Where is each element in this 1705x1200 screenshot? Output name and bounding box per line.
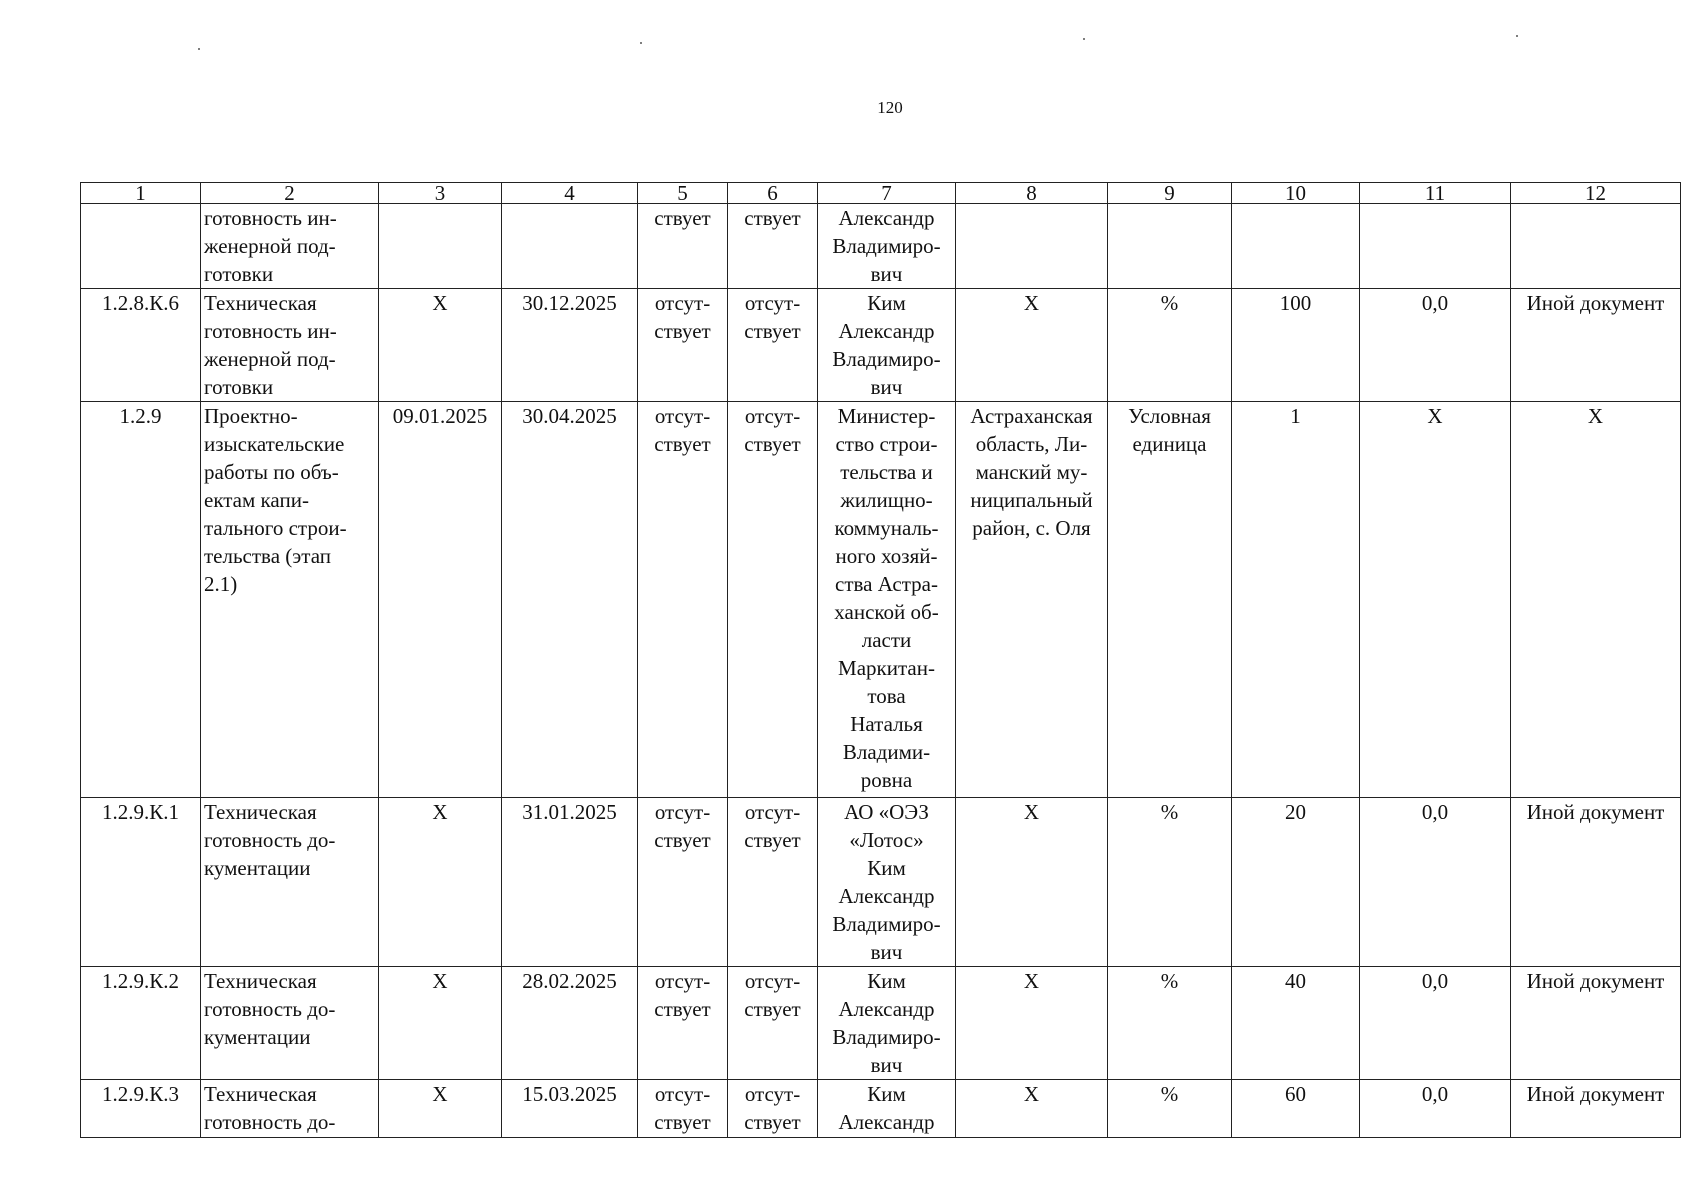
start-date-cell: 09.01.2025 (379, 402, 502, 798)
table-row (81, 402, 1681, 798)
header-cell: 5 (638, 183, 728, 204)
row-number-cell: 1.2.9.К.2 (81, 967, 201, 1080)
name-cell: Техническая готовность до- кументации (201, 967, 379, 1080)
start-date-cell: X (379, 798, 502, 967)
name-cell: Техническая готовность ин- женерной под- готовки (201, 289, 379, 402)
name-cell: Техническая готовность до- кументации (201, 798, 379, 967)
header-cell: 1 (81, 183, 201, 204)
location-cell: X (956, 798, 1108, 967)
col11-cell: X (1360, 402, 1511, 798)
location-cell: X (956, 967, 1108, 1080)
location-cell: Астраханская область, Ли- манский му- ниципальный район, с. Оля (956, 402, 1108, 798)
header-cell: 12 (1511, 183, 1681, 204)
document-cell (1511, 204, 1681, 289)
header-cell: 3 (379, 183, 502, 204)
col11-cell: 0,0 (1360, 289, 1511, 402)
col11-cell: 0,0 (1360, 1080, 1511, 1138)
col6-cell: отсут- ствует (728, 289, 818, 402)
responsible-cell: Александр Владимиро- вич (818, 204, 956, 289)
col11-cell: 0,0 (1360, 967, 1511, 1080)
value-cell: 100 (1232, 289, 1360, 402)
header-cell: 4 (502, 183, 638, 204)
document-cell: Иной документ (1511, 967, 1681, 1080)
col6-cell: ствует (728, 204, 818, 289)
table-row (81, 289, 1681, 402)
col6-cell: отсут- ствует (728, 967, 818, 1080)
col5-cell: отсут- ствует (638, 289, 728, 402)
row-number-cell: 1.2.9.К.3 (81, 1080, 201, 1138)
responsible-cell: Ким Александр Владимиро- вич (818, 967, 956, 1080)
document-cell: Иной документ (1511, 289, 1681, 402)
value-cell: 60 (1232, 1080, 1360, 1138)
header-cell: 6 (728, 183, 818, 204)
scan-speck (198, 48, 200, 50)
col11-cell (1360, 204, 1511, 289)
col5-cell: отсут- ствует (638, 798, 728, 967)
col6-cell: отсут- ствует (728, 798, 818, 967)
table-row (81, 1080, 1681, 1138)
location-cell (956, 204, 1108, 289)
location-cell: X (956, 1080, 1108, 1138)
unit-cell (1108, 204, 1232, 289)
col5-cell: ствует (638, 204, 728, 289)
header-cell: 11 (1360, 183, 1511, 204)
unit-cell: % (1108, 1080, 1232, 1138)
value-cell: 40 (1232, 967, 1360, 1080)
name-cell: Техническая готовность до- (201, 1080, 379, 1138)
location-cell: X (956, 289, 1108, 402)
responsible-cell: Ким Александр Владимиро- вич (818, 289, 956, 402)
col6-cell: отсут- ствует (728, 402, 818, 798)
table-row (81, 967, 1681, 1080)
end-date-cell: 31.01.2025 (502, 798, 638, 967)
start-date-cell (379, 204, 502, 289)
col11-cell: 0,0 (1360, 798, 1511, 967)
col5-cell: отсут- ствует (638, 967, 728, 1080)
unit-cell: % (1108, 798, 1232, 967)
value-cell: 1 (1232, 402, 1360, 798)
col6-cell: отсут- ствует (728, 1080, 818, 1138)
value-cell: 20 (1232, 798, 1360, 967)
start-date-cell: X (379, 1080, 502, 1138)
header-cell: 10 (1232, 183, 1360, 204)
start-date-cell: X (379, 289, 502, 402)
row-number-cell: 1.2.9 (81, 402, 201, 798)
start-date-cell: X (379, 967, 502, 1080)
table-row (81, 798, 1681, 967)
data-table (80, 182, 1681, 1138)
end-date-cell: 28.02.2025 (502, 967, 638, 1080)
end-date-cell: 30.04.2025 (502, 402, 638, 798)
name-cell: готовность ин- женерной под- готовки (201, 204, 379, 289)
col5-cell: отсут- ствует (638, 1080, 728, 1138)
document-cell: Иной документ (1511, 798, 1681, 967)
row-number-cell: 1.2.8.К.6 (81, 289, 201, 402)
header-cell: 7 (818, 183, 956, 204)
col5-cell: отсут- ствует (638, 402, 728, 798)
page-number: 120 (877, 98, 903, 117)
header-row (81, 183, 1681, 204)
header-cell: 2 (201, 183, 379, 204)
header-cell: 9 (1108, 183, 1232, 204)
scan-speck (1516, 35, 1518, 37)
value-cell (1232, 204, 1360, 289)
document-cell: Иной документ (1511, 1080, 1681, 1138)
unit-cell: % (1108, 289, 1232, 402)
header-cell: 8 (956, 183, 1108, 204)
unit-cell: % (1108, 967, 1232, 1080)
responsible-cell: Министер- ство строи- тельства и жилищно- коммуналь- ного хозяй- ства Астра- ханской об- ласти Маркитан- това Наталья Владими- ровна (818, 402, 956, 798)
row-number-cell: 1.2.9.К.1 (81, 798, 201, 967)
name-cell: Проектно- изыскательские работы по объ- ектам капи- тального строи- тельства (этап 2.1) (201, 402, 379, 798)
responsible-cell: АО «ОЭЗ «Лотос» Ким Александр Владимиро- вич (818, 798, 956, 967)
end-date-cell: 30.12.2025 (502, 289, 638, 402)
responsible-cell: Ким Александр (818, 1080, 956, 1138)
document-cell: X (1511, 402, 1681, 798)
end-date-cell: 15.03.2025 (502, 1080, 638, 1138)
end-date-cell (502, 204, 638, 289)
unit-cell: Условная единица (1108, 402, 1232, 798)
scan-speck (1083, 38, 1085, 40)
table-row (81, 204, 1681, 289)
row-number-cell (81, 204, 201, 289)
scan-speck (640, 42, 642, 44)
